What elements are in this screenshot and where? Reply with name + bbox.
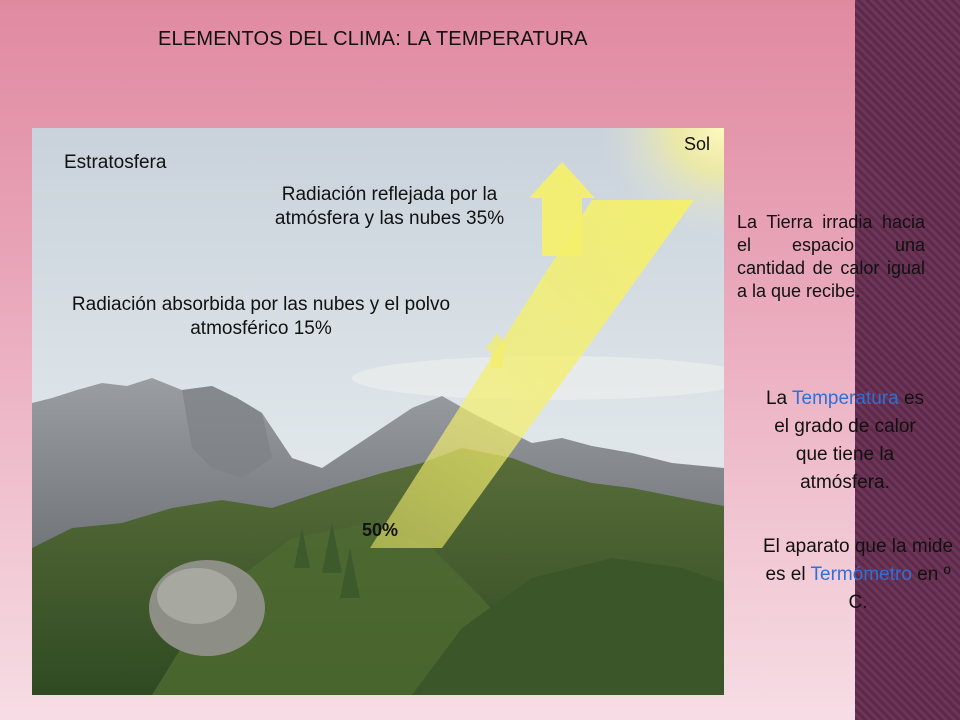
temperature-term: Temperatura [792,388,899,409]
stratosphere-label: Estratosfera [64,152,167,173]
page-title: ELEMENTOS DEL CLIMA: LA TEMPERATURA [158,28,588,50]
radiation-diagram [32,128,724,695]
thermometer-term: Termómetro [810,564,912,585]
reflected-radiation-label: Radiación reflejada por la atmósfera y las nubes 35% [274,184,505,229]
earth-radiates-text: La Tierra irradia hacia el espacio una cantidad de calor igual a la que recibe. [737,212,925,301]
thermometer-definition [760,533,956,617]
ground-radiation-label: 50% [362,520,399,540]
temperature-prefix: La [765,388,793,409]
sun-label: Sol [684,134,711,154]
temperature-definition [762,385,928,497]
temperature-suffix: es el grado de calor que tiene la atmósfera. [774,388,925,493]
thermometer-prefix: El aparato que la mide es el [762,536,954,585]
absorbed-radiation-label: Radiación absorbida por las nubes y el polvo atmosférico 15% [71,294,451,339]
thermometer-suffix: en º C. [848,564,951,613]
